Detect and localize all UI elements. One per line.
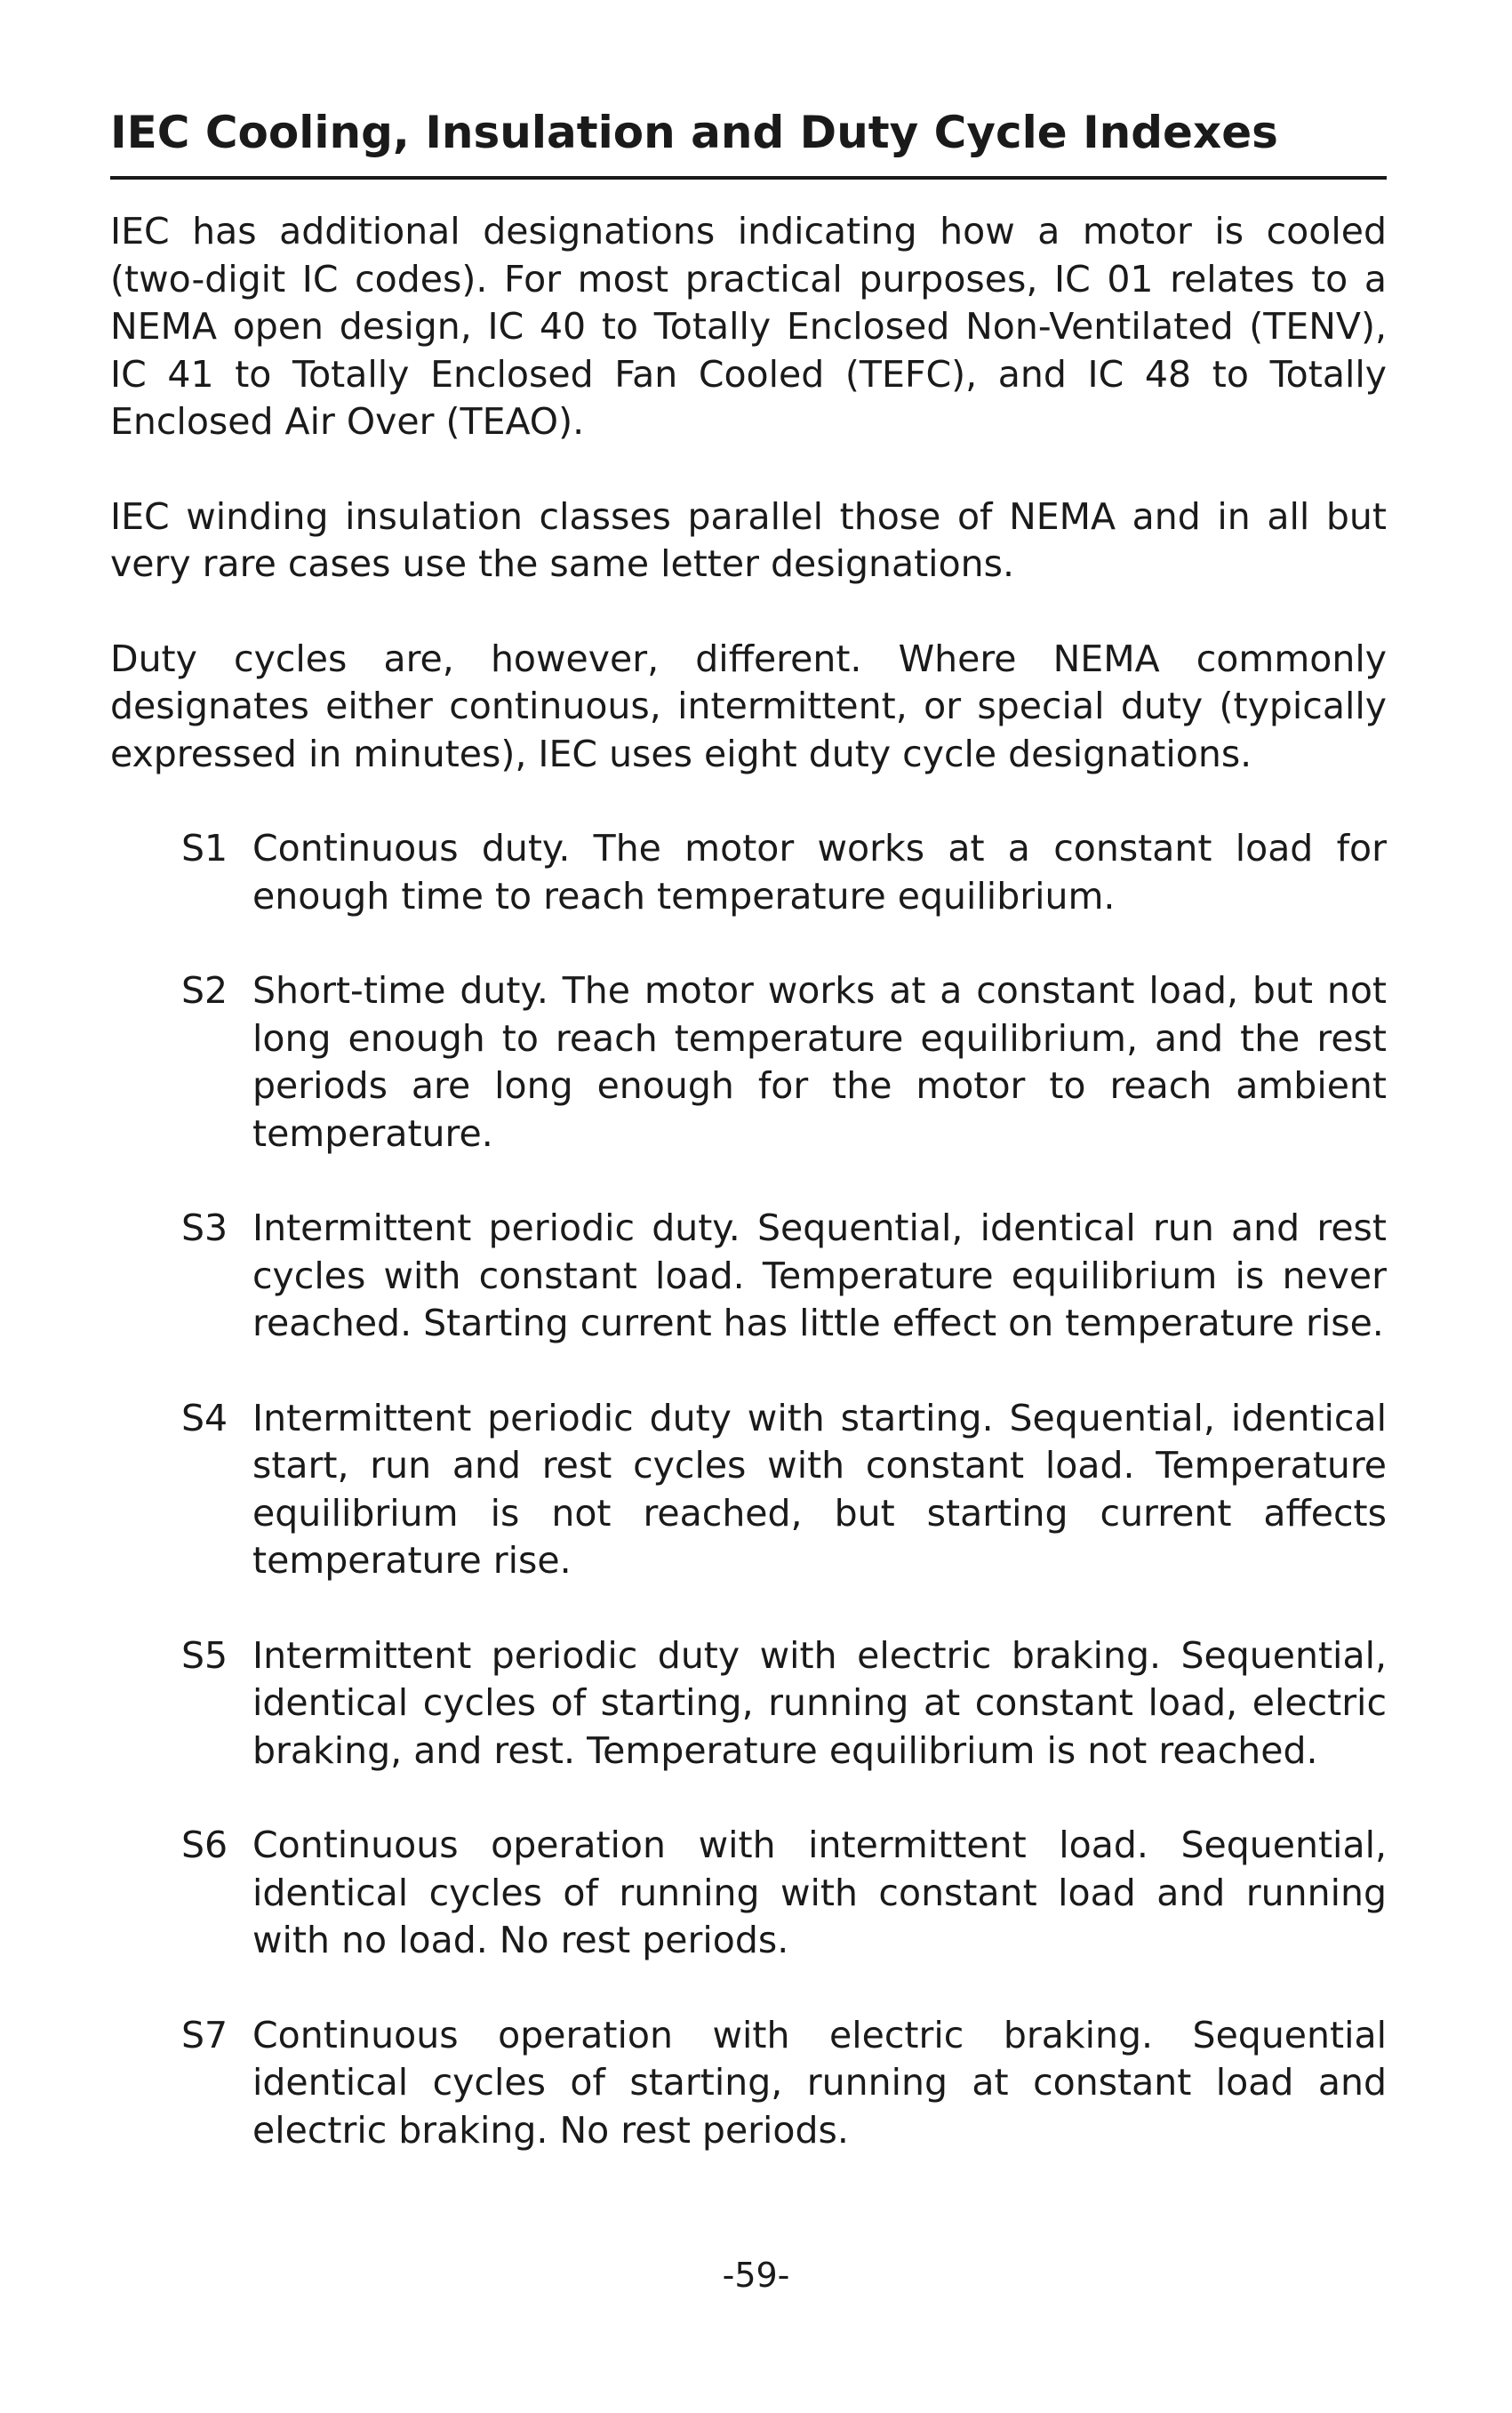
duty-description: Continuous operation with electric braking. Sequential identical cycles of starting, running at constant load and electric braking. No rest periods.: [252, 2013, 1387, 2152]
duty-description: Continuous operation with intermittent load. Sequential, identical cycles of running with constant load and running with no load. No rest periods.: [252, 1824, 1387, 1961]
duty-item-s3: [110, 1205, 1387, 1348]
duty-code: S2: [181, 969, 228, 1012]
insulation-paragraph: IEC winding insulation classes parallel those of NEMA and in all but very rare cases use the same letter designations.: [110, 494, 1387, 585]
duty-code: S6: [181, 1824, 228, 1866]
duty-code: S4: [181, 1396, 228, 1439]
section-title: IEC Cooling, Insulation and Duty Cycle Indexes: [110, 98, 1387, 180]
duty-item-s2: [110, 967, 1387, 1158]
duty-code: S1: [181, 827, 228, 870]
duty-description: Intermittent periodic duty with starting. Sequential, identical start, run and rest cycles with constant load. Temperature equilibrium is not reached, but starting current affects temperature rise.: [252, 1396, 1387, 1582]
page-content: [110, 98, 1387, 2201]
duty-code: S7: [181, 2013, 228, 2056]
duty-item-s1: [110, 825, 1387, 920]
duty-item-s6: [110, 1822, 1387, 1965]
page-number: -59-: [722, 2256, 790, 2295]
duty-item-s4: [110, 1395, 1387, 1585]
duty-description: Short-time duty. The motor works at a constant load, but not long enough to reach temperature equilibrium, and the rest periods are long enough for the motor to reach ambient temperature.: [252, 969, 1387, 1155]
duty-description: Intermittent periodic duty with electric braking. Sequential, identical cycles of starting, running at constant load, electric braking, and rest. Temperature equilibrium is not reached.: [252, 1633, 1387, 1772]
duty-code: S3: [181, 1206, 228, 1249]
duty-cycle-list: [110, 825, 1387, 2154]
duty-description: Intermittent periodic duty. Sequential, identical run and rest cycles with constant load. Temperature equilibrium is never reached. Starting current has little effect on temperature rise.: [252, 1206, 1387, 1344]
duty-item-s7: [110, 2012, 1387, 2155]
duty-intro-paragraph: Duty cycles are, however, different. Where NEMA commonly designates either continuous, intermittent, or special duty (typically expressed in minutes), IEC uses eight duty cycle designations.: [110, 637, 1387, 775]
duty-description: Continuous duty. The motor works at a constant load for enough time to reach temperature equilibrium.: [252, 827, 1387, 918]
duty-item-s5: [110, 1632, 1387, 1776]
cooling-paragraph: IEC has additional designations indicating how a motor is cooled (two-digit IC codes). For most practical purposes, IC 01 relates to a NEMA open design, IC 40 to Totally Enclosed Non-Ventilated (TENV), IC 41 to Totally Enclosed Fan Cooled (TEFC), and IC 48 to Totally Enclosed Air Over (TEAO).: [110, 210, 1387, 443]
duty-code: S5: [181, 1633, 228, 1677]
